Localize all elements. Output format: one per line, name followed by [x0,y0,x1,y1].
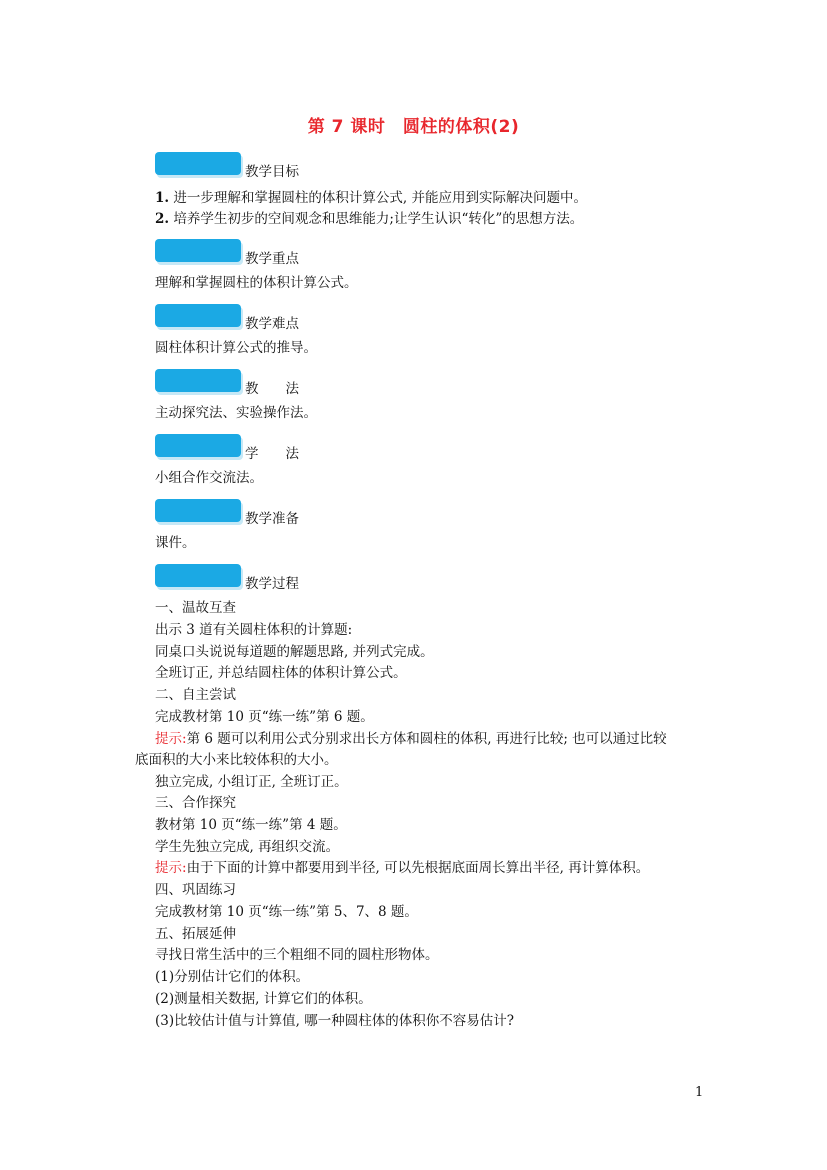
process-step-heading: 二、自主尝试 [155,687,236,703]
process-line: 教材第 10 页“练一练”第 4 题。 [155,817,347,833]
preparation-text: 课件。 [155,535,196,551]
process-line: (1)分别估计它们的体积。 [155,969,310,985]
page-number: 1 [695,1085,704,1100]
teaching-method-text: 主动探究法、实验操作法。 [155,405,317,421]
heading-text: 教学准备 [245,511,299,527]
process-line: 寻找日常生活中的三个粗细不同的圆柱形物体。 [155,947,439,963]
goal-num: 1. [155,190,170,206]
process-line: 完成教材第 10 页“练一练”第 5、7、8 题。 [155,904,418,920]
process-line: 出示 3 道有关圆柱体积的计算题: [155,622,353,638]
process-step-heading: 三、合作探究 [155,795,236,811]
heading-tag [155,564,241,587]
section-heading-preparation [155,499,455,529]
process-line: 学生先独立完成, 再组织交流。 [155,839,340,855]
heading-text: 教学重点 [245,251,299,267]
process-line: (3)比较估计值与计算值, 哪一种圆柱体的体积你不容易估计? [155,1013,514,1029]
process-line: 全班订正, 并总结圆柱体的体积计算公式。 [155,665,407,681]
process-line: 同桌口头说说每道题的解题思路, 并列式完成。 [155,644,434,660]
heading-text: 教学难点 [245,316,299,332]
tip-text: 由于下面的计算中都要用到半径, 可以先根据底面周长算出半径, 再计算体积。 [186,860,650,876]
heading-tag [155,304,241,327]
heading-tag [155,434,241,457]
section-heading-difficulty [155,304,455,334]
process-line: 完成教材第 10 页“练一练”第 6 题。 [155,709,374,725]
process-line: (2)测量相关数据, 计算它们的体积。 [155,991,372,1007]
goal-text: 培养学生初步的空间观念和思维能力;让学生认识“转化”的思想方法。 [173,211,584,227]
heading-text: 教学过程 [245,576,299,592]
tip-text: 第 6 题可以利用公式分别求出长方体和圆柱的体积, 再进行比较; 也可以通过比较 [186,731,667,747]
process-line: 独立完成, 小组订正, 全班订正。 [155,774,348,790]
goal-item-2 [155,209,583,229]
heading-tag [155,499,241,522]
section-heading-learning-method [155,434,455,464]
learning-method-text: 小组合作交流法。 [155,470,263,486]
tip-line [155,729,667,749]
section-heading-process [155,564,455,594]
difficulty-text: 圆柱体积计算公式的推导。 [155,340,317,356]
section-heading-goals [155,152,455,182]
process-step-heading: 四、巩固练习 [155,882,236,898]
page-title: 第 7 课时 圆柱的体积(2) [307,117,520,137]
section-heading-teaching-method [155,369,455,399]
keypoint-text: 理解和掌握圆柱的体积计算公式。 [155,275,358,291]
section-heading-keypoint [155,239,455,269]
heading-text: 教学目标 [245,164,299,180]
tip-label: 提示: [155,731,187,747]
heading-text: 教 法 [245,381,299,397]
heading-tag [155,369,241,392]
heading-text: 学 法 [245,446,299,462]
goal-text: 进一步理解和掌握圆柱的体积计算公式, 并能应用到实际解决问题中。 [173,190,587,206]
heading-tag [155,152,241,175]
process-step-heading: 一、温故互查 [155,600,236,616]
goal-item-1 [155,188,587,208]
tip-label: 提示: [155,860,187,876]
heading-tag [155,239,241,262]
tip-line [155,858,649,878]
process-step-heading: 五、拓展延伸 [155,926,236,942]
tip-line-continued: 底面积的大小来比较体积的大小。 [135,752,338,768]
goal-num: 2. [155,211,170,227]
